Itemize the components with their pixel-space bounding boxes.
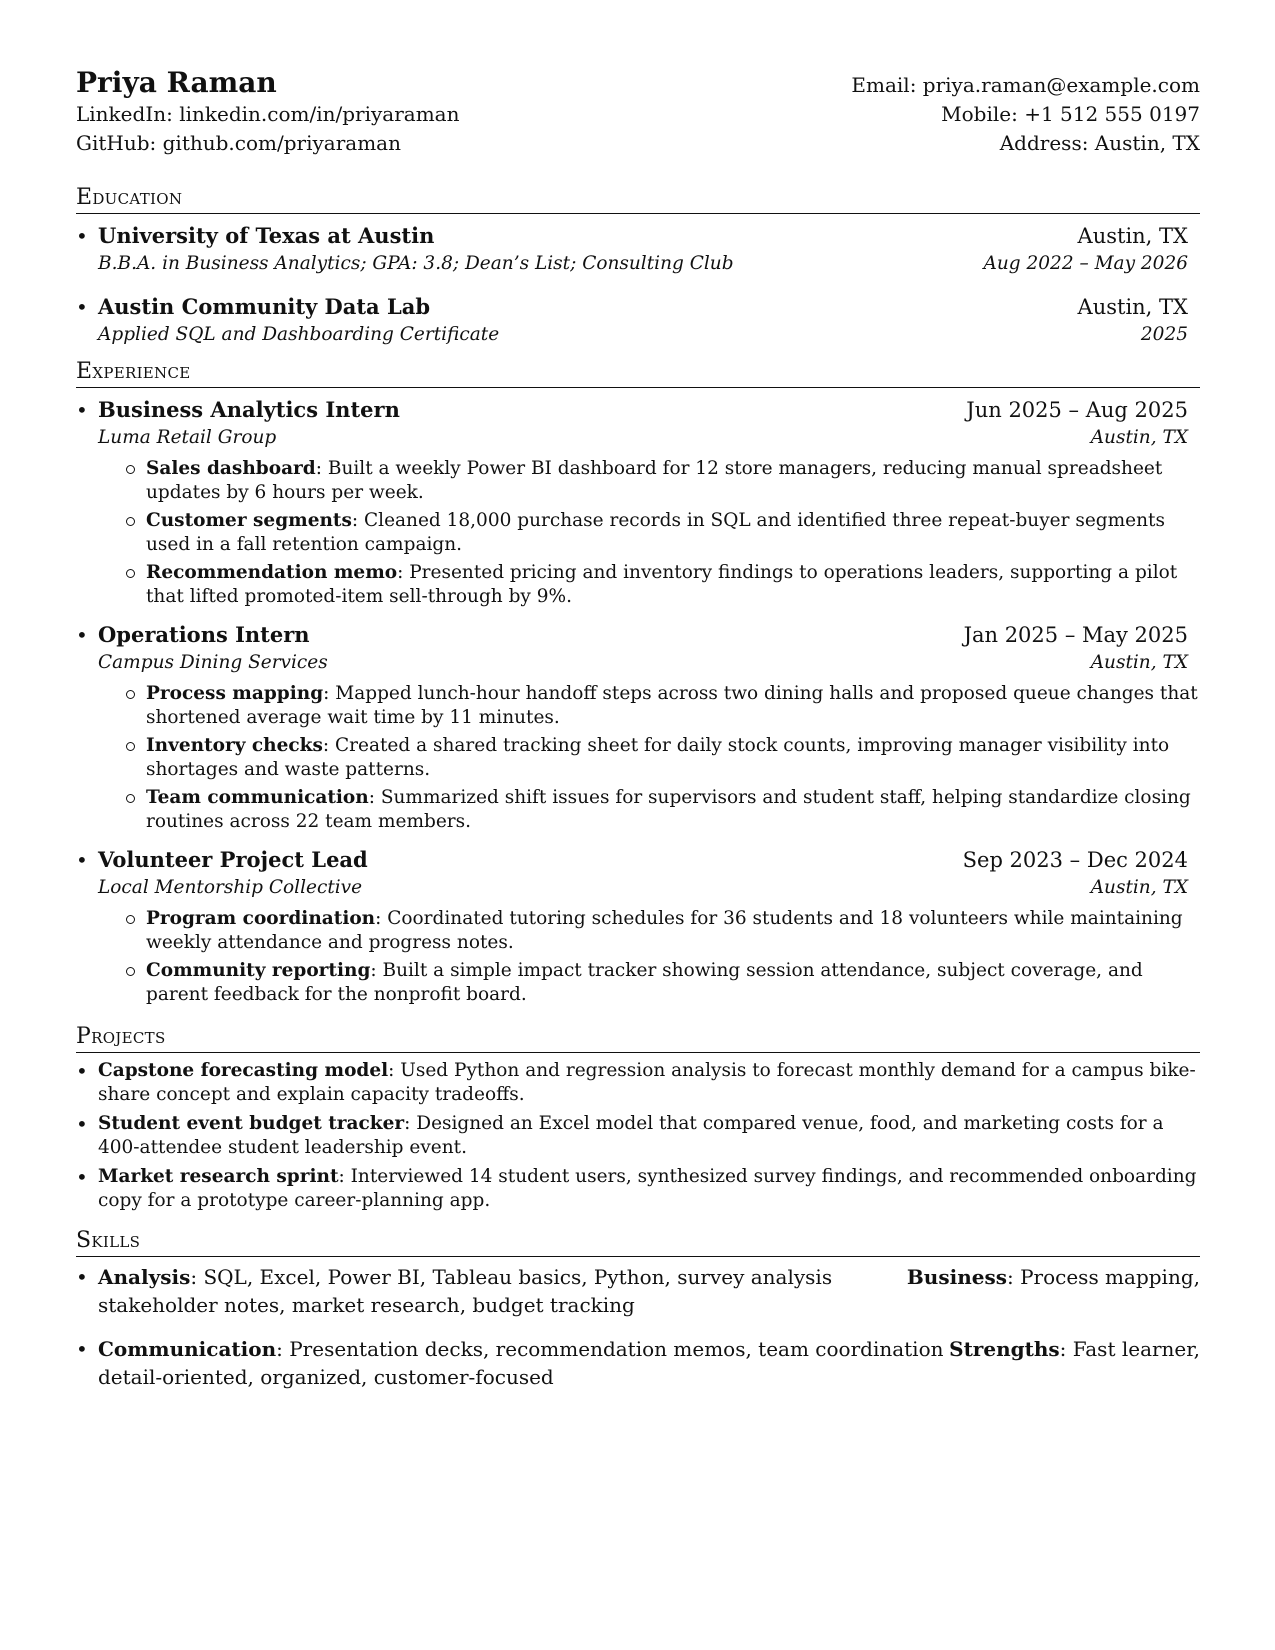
job-title: • Volunteer Project Lead	[98, 847, 368, 872]
skills-heading: Skills	[76, 1227, 1200, 1257]
experience-heading: Experience	[76, 358, 1200, 388]
education-entry	[76, 293, 1188, 348]
candidate-name: Priya Raman	[76, 66, 277, 99]
list-item: • Communication: Presentation decks, recommendation memos, team coordination Strengths: Fast learner, detail-oriented, organized, customer-focused	[76, 1335, 1200, 1391]
project-list	[76, 1059, 1200, 1213]
school-name: • University of Texas at Austin	[98, 223, 435, 248]
experience-entry	[76, 846, 1188, 1007]
list-item: Process mapping: Mapped lunch-hour handoff steps across two dining halls and proposed queue changes that shortened average wait time by 11 minutes.	[124, 682, 1200, 730]
school-name: • Austin Community Data Lab	[98, 294, 431, 319]
degree-detail: B.B.A. in Business Analytics; GPA: 3.8; Dean’s List; Consulting Club	[98, 253, 734, 274]
list-item: • Student event budget tracker: Designed an Excel model that compared venue, food, and marketing costs for a 400-attendee student leadership event.	[76, 1112, 1200, 1160]
degree-detail: Applied SQL and Dashboarding Certificate	[98, 324, 500, 345]
resume-page	[76, 66, 1200, 1407]
projects-heading: Projects	[76, 1023, 1200, 1053]
employer: Luma Retail Group	[98, 427, 277, 448]
list-item: • Analysis: SQL, Excel, Power BI, Tableau basics, Python, survey analysis Business: Process mapping, stakeholder notes, market research, budget tracking	[76, 1263, 1200, 1319]
github-link[interactable]: GitHub: github.com/priyaraman	[76, 131, 401, 155]
experience-entry	[76, 396, 1188, 609]
job-dates: Jan 2025 – May 2025	[963, 623, 1188, 647]
education-heading: Education	[76, 184, 1200, 214]
job-dates: Sep 2023 – Dec 2024	[962, 848, 1188, 872]
job-title: • Operations Intern	[98, 622, 310, 647]
list-item: Inventory checks: Created a shared tracking sheet for daily stock counts, improving manager visibility into shortages and waste patterns.	[124, 734, 1200, 782]
education-dates: Aug 2022 – May 2026	[983, 253, 1188, 274]
list-item: • Market research sprint: Interviewed 14 student users, synthesized survey findings, and recommended onboarding copy for a prototype career-planning app.	[76, 1165, 1200, 1213]
job-bullets	[98, 682, 1198, 834]
header-row-3	[76, 129, 1200, 158]
list-item: Team communication: Summarized shift issues for supervisors and student staff, helping standardize closing routines across 22 team members.	[124, 786, 1200, 834]
job-bullets	[98, 907, 1188, 1007]
list-item: Customer segments: Cleaned 18,000 purchase records in SQL and identified three repeat-buyer segments used in a fall retention campaign.	[124, 509, 1200, 557]
skills-list	[76, 1263, 1200, 1391]
address: Address: Austin, TX	[999, 131, 1200, 155]
linkedin-link[interactable]: LinkedIn: linkedin.com/in/priyaraman	[76, 102, 460, 126]
list-item: Program coordination: Coordinated tutoring schedules for 36 students and 18 volunteers while maintaining weekly attendance and progress notes.	[124, 907, 1200, 955]
header-row-1	[76, 66, 1200, 100]
mobile: Mobile: +1 512 555 0197	[941, 102, 1200, 126]
employer: Campus Dining Services	[98, 652, 328, 673]
list-item: Recommendation memo: Presented pricing and inventory findings to operations leaders, supporting a pilot that lifted promoted-item sell-through by 9%.	[124, 561, 1200, 609]
employer: Local Mentorship Collective	[98, 877, 363, 898]
job-location: Austin, TX	[1090, 877, 1188, 898]
list-item: Sales dashboard: Built a weekly Power BI dashboard for 12 store managers, reducing manual spreadsheet updates by 6 hours per week.	[124, 457, 1200, 505]
school-location: Austin, TX	[1077, 224, 1188, 248]
job-title: • Business Analytics Intern	[98, 397, 400, 422]
experience-entry	[76, 621, 1198, 834]
job-dates: Jun 2025 – Aug 2025	[966, 398, 1188, 422]
list-item: • Capstone forecasting model: Used Python and regression analysis to forecast monthly demand for a campus bike-share concept and explain capacity tradeoffs.	[76, 1059, 1200, 1107]
education-dates: 2025	[1140, 324, 1188, 345]
list-item: Community reporting: Built a simple impact tracker showing session attendance, subject coverage, and parent feedback for the nonprofit board.	[124, 959, 1200, 1007]
job-location: Austin, TX	[1090, 652, 1188, 673]
email[interactable]: Email: priya.raman@example.com	[851, 73, 1200, 97]
job-location: Austin, TX	[1090, 427, 1188, 448]
education-entry	[76, 222, 1188, 277]
school-location: Austin, TX	[1077, 295, 1188, 319]
header-row-2	[76, 100, 1200, 129]
job-bullets	[98, 457, 1188, 609]
